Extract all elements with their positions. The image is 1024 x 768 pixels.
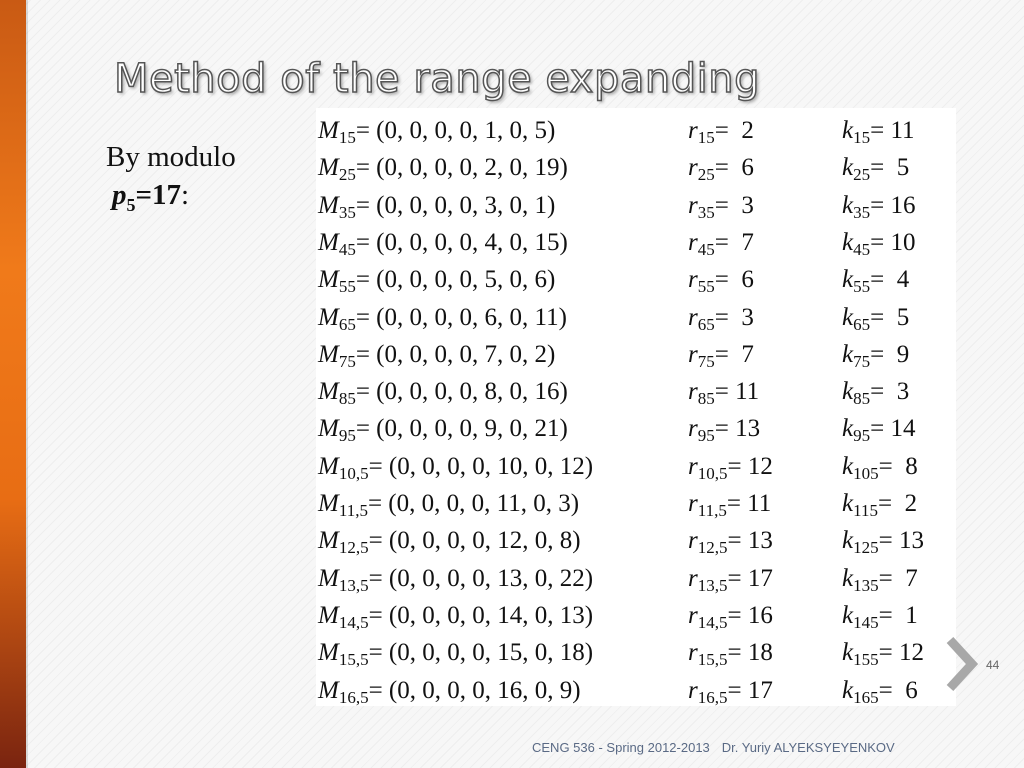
k-cell [842,410,915,449]
slide-footer [532,740,895,755]
m-cell-subscript: 85 [338,389,356,409]
m-cell-symbol: M [318,676,339,704]
slide-title: Method of the range expanding [114,56,760,102]
r-cell-symbol: r [688,452,698,480]
r-cell [688,597,773,636]
m-cell-subscript: 75 [338,351,356,371]
r-cell-subscript: 55 [697,277,715,297]
m-cell-symbol: M [318,601,339,629]
m-cell [318,299,567,338]
k-cell [842,373,909,412]
r-cell [688,224,754,263]
table-row [316,112,956,149]
k-cell-subscript: 25 [853,165,871,185]
k-cell-subscript: 45 [853,239,871,259]
k-cell [842,560,918,599]
r-cell-subscript: 13,5 [697,575,728,595]
m-cell-value: = (0, 0, 0, 0, 11, 0, 3) [367,490,580,517]
k-cell-value: = 2 [877,490,918,517]
m-cell [318,634,593,673]
r-cell-subscript: 10,5 [697,463,728,483]
m-cell-symbol: M [318,303,339,331]
m-cell-value: = (0, 0, 0, 0, 1, 0, 5) [355,117,556,144]
p-value: =17 [135,179,182,211]
r-cell-symbol: r [688,490,698,517]
footer-author: Dr. Yuriy ALYEKSYEYENKOV [721,740,895,755]
table-row [316,597,956,634]
m-cell-symbol: M [318,154,339,182]
table-row [316,522,956,559]
k-cell [842,149,909,188]
k-cell-symbol: k [842,601,854,629]
m-cell [318,560,593,599]
k-cell-value: = 6 [878,676,918,704]
k-cell-value: = 4 [870,266,910,294]
m-cell-symbol: M [318,415,339,443]
k-cell-subscript: 135 [853,575,879,595]
k-cell-symbol: k [842,490,854,517]
k-cell-symbol: k [842,564,854,592]
m-cell-subscript: 45 [338,239,356,259]
table-row [316,261,956,298]
m-cell-value: = (0, 0, 0, 0, 13, 0, 22) [368,564,594,592]
m-cell [318,224,568,263]
r-cell [688,373,759,412]
m-cell-subscript: 11,5 [338,501,368,520]
table-row [316,448,956,485]
r-cell [688,336,754,375]
r-cell-value: = 18 [727,639,773,667]
m-cell [318,187,555,226]
r-cell-symbol: r [688,266,698,294]
k-cell [842,299,909,338]
k-cell [842,634,924,673]
k-cell-symbol: k [842,639,854,667]
m-cell-value: = (0, 0, 0, 0, 5, 0, 6) [355,266,556,294]
r-cell-symbol: r [688,303,698,331]
k-cell-symbol: k [842,378,854,406]
k-cell [842,187,915,226]
m-cell-value: = (0, 0, 0, 0, 15, 0, 18) [368,639,594,667]
r-cell [688,149,754,188]
m-cell [318,149,568,188]
table-row [316,560,956,597]
k-cell [842,522,924,561]
m-cell [318,522,581,561]
p-subscript: 5 [126,194,136,215]
table-row [316,634,956,671]
r-cell-value: = 11 [726,490,772,517]
m-cell-subscript: 10,5 [338,463,369,483]
k-cell-subscript: 165 [853,687,879,707]
m-cell-value: = (0, 0, 0, 0, 10, 0, 12) [368,452,594,480]
k-cell-subscript: 125 [853,538,879,558]
table-row [316,224,956,261]
r-cell-symbol: r [688,415,698,443]
k-cell-subscript: 105 [853,463,879,483]
m-cell-subscript: 25 [338,165,356,185]
m-cell-symbol: M [318,266,339,294]
k-cell [842,448,918,487]
r-cell-symbol: r [688,340,698,368]
k-cell-value: = 13 [878,527,924,555]
k-cell-symbol: k [842,452,854,480]
k-cell-value: = 10 [870,228,916,256]
r-cell-symbol: r [688,639,698,667]
m-cell-symbol: M [318,340,339,368]
m-cell [318,597,593,636]
m-cell-value: = (0, 0, 0, 0, 4, 0, 15) [355,228,568,256]
m-cell-value: = (0, 0, 0, 0, 14, 0, 13) [368,601,594,629]
r-cell-symbol: r [688,191,698,219]
m-cell-subscript: 95 [338,426,356,446]
r-cell-symbol: r [688,228,698,256]
m-cell-subscript: 14,5 [338,612,369,632]
footer-course: CENG 536 - Spring 2012-2013 [532,740,710,755]
m-cell-symbol: M [318,564,339,592]
k-cell-subscript: 85 [853,389,871,409]
m-cell [318,672,581,711]
r-cell-symbol: r [688,676,698,704]
chevron-right-icon[interactable] [942,634,982,694]
k-cell-symbol: k [842,415,854,443]
k-cell-symbol: k [842,303,854,331]
r-cell-value: = 7 [714,340,754,368]
r-cell-value: = 13 [727,527,773,555]
k-cell [842,485,917,524]
table-row [316,187,956,224]
m-cell [318,373,568,412]
k-cell-subscript: 55 [853,277,871,297]
r-cell-symbol: r [688,527,698,555]
k-cell-value: = 1 [878,601,918,629]
r-cell [688,261,754,300]
table-row [316,485,956,522]
k-cell-value: = 7 [878,564,918,592]
k-cell-value: = 11 [870,117,915,144]
k-cell-symbol: k [842,191,854,219]
m-cell-subscript: 55 [338,277,356,297]
k-cell-subscript: 115 [853,501,878,520]
k-cell-value: = 14 [870,415,916,443]
modulo-value [106,176,236,224]
k-cell [842,336,909,375]
table-row [316,373,956,410]
m-cell [318,336,555,375]
r-cell-subscript: 25 [697,165,715,185]
r-cell-value: = 16 [727,601,773,629]
m-cell-value: = (0, 0, 0, 0, 7, 0, 2) [355,340,556,368]
r-cell [688,187,754,226]
r-cell-value: = 3 [714,303,754,331]
k-cell-value: = 12 [878,639,924,667]
m-cell-symbol: M [318,191,339,219]
r-cell-subscript: 65 [697,314,715,334]
r-cell [688,299,754,338]
r-cell-subscript: 12,5 [697,538,728,558]
k-cell-subscript: 15 [853,128,871,147]
m-cell-value: = (0, 0, 0, 0, 9, 0, 21) [355,415,568,443]
m-cell-value: = (0, 0, 0, 0, 6, 0, 11) [355,303,567,331]
k-cell-subscript: 95 [853,426,871,446]
k-cell-value: = 8 [878,452,918,480]
r-cell-value: = 6 [714,266,754,294]
accent-side-bar [0,0,26,768]
k-cell-subscript: 35 [853,202,871,222]
m-cell [318,448,593,487]
r-cell [688,634,773,673]
r-cell-symbol: r [688,601,698,629]
m-cell-subscript: 65 [338,314,356,334]
m-cell [318,410,568,449]
k-cell-subscript: 75 [853,351,871,371]
m-cell-symbol: M [318,452,339,480]
m-cell-value: = (0, 0, 0, 0, 3, 0, 1) [355,191,556,219]
table-row [316,149,956,186]
r-cell-value: = 17 [727,676,773,704]
m-cell-symbol: M [318,378,339,406]
k-cell-symbol: k [842,527,854,555]
r-cell [688,485,771,524]
m-cell-subscript: 12,5 [338,538,369,558]
k-cell-value: = 3 [870,378,910,406]
k-cell-symbol: k [842,266,854,294]
r-cell-value: = 7 [714,228,754,256]
r-cell-symbol: r [688,117,698,144]
m-cell-symbol: M [318,228,339,256]
m-cell-subscript: 13,5 [338,575,369,595]
r-cell-symbol: r [688,564,698,592]
m-cell-symbol: M [318,117,339,144]
r-cell [688,672,773,711]
r-cell [688,448,773,487]
m-cell-value: = (0, 0, 0, 0, 16, 0, 9) [368,676,581,704]
k-cell [842,261,909,300]
r-cell-subscript: 15 [697,128,715,147]
k-cell-value: = 9 [870,340,910,368]
r-cell-value: = 13 [714,415,761,443]
r-cell-subscript: 11,5 [697,501,727,520]
r-cell-value: = 6 [714,154,754,182]
p-symbol: p [112,179,127,211]
r-cell-subscript: 45 [697,239,715,259]
r-cell-symbol: r [688,378,698,406]
k-cell-subscript: 155 [853,650,879,670]
k-cell-symbol: k [842,340,854,368]
m-cell [318,485,579,524]
slide-number: 44 [986,658,1000,672]
k-cell-symbol: k [842,154,854,182]
m-cell-symbol: M [318,490,339,517]
m-cell-value: = (0, 0, 0, 0, 2, 0, 19) [355,154,568,182]
k-cell-value: = 16 [870,191,916,219]
modulo-description [106,138,236,224]
r-cell-subscript: 85 [697,389,715,409]
r-cell [688,410,760,449]
k-cell-value: = 5 [870,303,910,331]
r-cell-subscript: 16,5 [697,687,728,707]
r-cell-value: = 2 [714,117,754,144]
table-row [316,410,956,447]
m-cell-value: = (0, 0, 0, 0, 8, 0, 16) [355,378,568,406]
r-cell-subscript: 35 [697,202,715,222]
r-cell-value: = 17 [727,564,773,592]
r-cell [688,522,773,561]
k-cell [842,597,918,636]
k-cell-symbol: k [842,117,854,144]
m-cell-symbol: M [318,527,339,555]
r-cell-subscript: 75 [697,351,715,371]
m-cell-subscript: 16,5 [338,687,369,707]
r-cell-subscript: 95 [697,426,715,446]
r-cell-subscript: 15,5 [697,650,728,670]
k-cell [842,672,918,711]
r-cell-value: = 12 [727,452,773,480]
m-cell [318,112,555,151]
k-cell-subscript: 65 [853,314,871,334]
m-cell-subscript: 15 [338,128,356,147]
table-row [316,336,956,373]
k-cell-value: = 5 [870,154,910,182]
m-cell [318,261,555,300]
r-cell-value: = 3 [714,191,754,219]
r-cell-symbol: r [688,154,698,182]
m-cell-subscript: 15,5 [338,650,369,670]
p-colon: : [181,179,190,211]
k-cell-symbol: k [842,676,854,704]
r-cell [688,560,773,599]
residue-table [316,108,956,706]
k-cell [842,224,915,263]
m-cell-value: = (0, 0, 0, 0, 12, 0, 8) [368,527,581,555]
k-cell [842,112,915,151]
r-cell [688,112,754,151]
m-cell-symbol: M [318,639,339,667]
table-row [316,672,956,709]
modulo-label: By modulo [106,141,236,173]
k-cell-symbol: k [842,228,854,256]
r-cell-value: = 11 [714,378,760,406]
r-cell-subscript: 14,5 [697,612,728,632]
k-cell-subscript: 145 [853,612,879,632]
table-row [316,299,956,336]
m-cell-subscript: 35 [338,202,356,222]
